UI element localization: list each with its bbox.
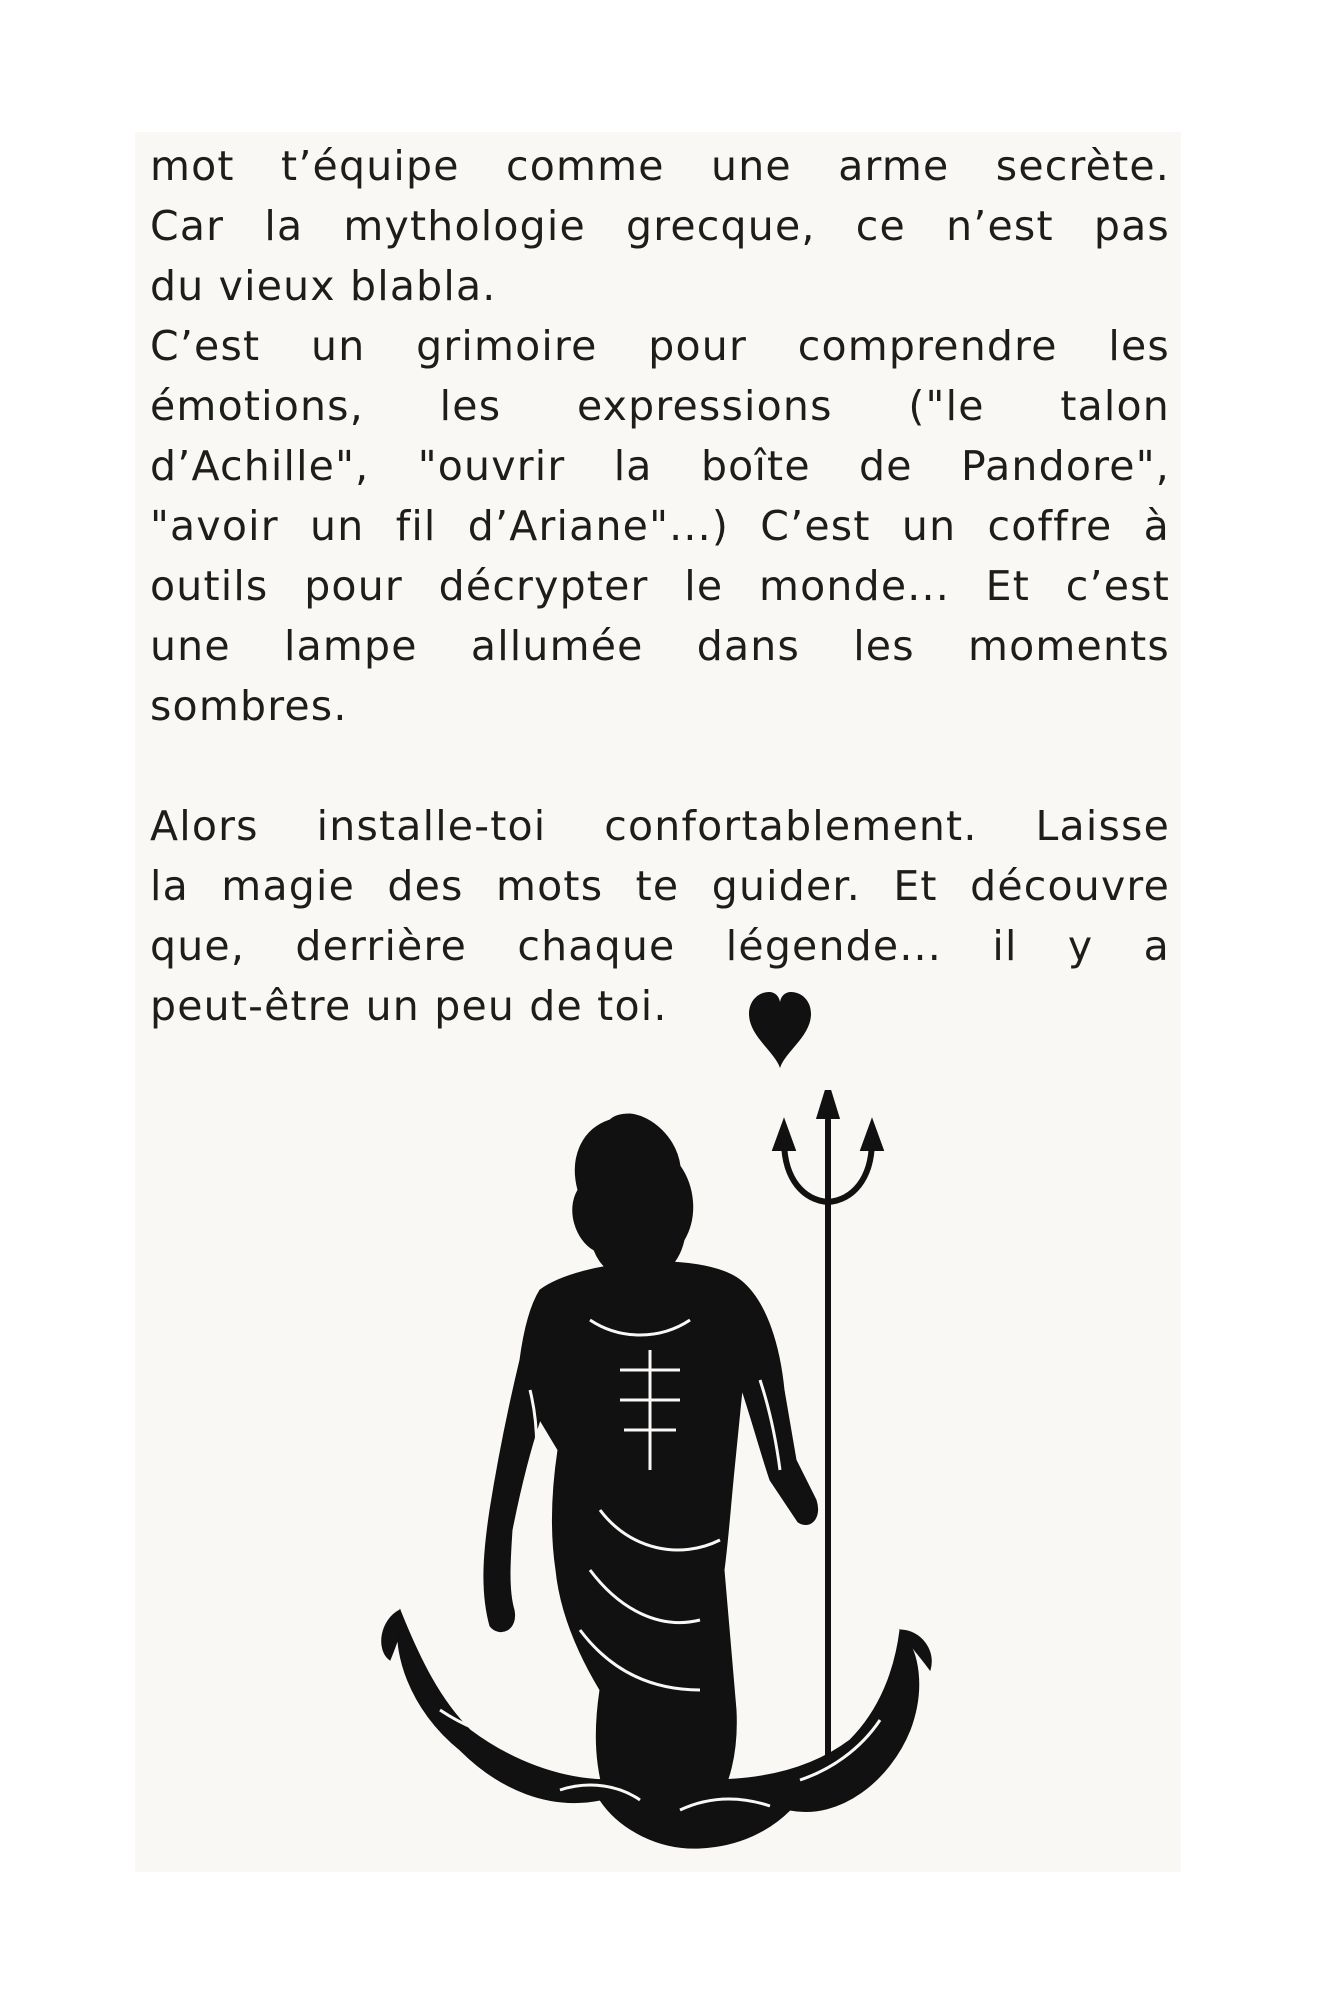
text-line: une lampe allumée dans les moments [150, 622, 1170, 670]
heart-icon [745, 990, 815, 1070]
text-line: peut-être un peu de toi. [150, 982, 668, 1030]
text-line: outils pour décrypter le monde... Et c’est [150, 562, 1170, 610]
paragraph-2 [150, 316, 1170, 736]
text-line: d’Achille", "ouvrir la boîte de Pandore", [150, 442, 1170, 490]
paragraph-1 [150, 136, 1170, 316]
text-line: du vieux blabla. [150, 262, 497, 310]
text-line: que, derrière chaque légende... il y a [150, 922, 1170, 970]
text-line: Car la mythologie grecque, ce n’est pas [150, 202, 1170, 250]
paragraph-gap [150, 736, 1170, 796]
paragraph-3 [150, 796, 1170, 1036]
text-line: C’est un grimoire pour comprendre les [150, 322, 1170, 370]
text-line: sombres. [150, 682, 348, 730]
body-text [150, 136, 1170, 1036]
text-line: la magie des mots te guider. Et découvre [150, 862, 1170, 910]
text-line: mot t’équipe comme une arme secrète. [150, 142, 1170, 190]
text-line: émotions, les expressions ("le talon [150, 382, 1170, 430]
poseidon-trident-illustration [380, 1090, 960, 1870]
text-line: "avoir un fil d’Ariane"...) C’est un coffre à [150, 502, 1170, 550]
text-line: Alors installe-toi confortablement. Laisse [150, 802, 1170, 850]
